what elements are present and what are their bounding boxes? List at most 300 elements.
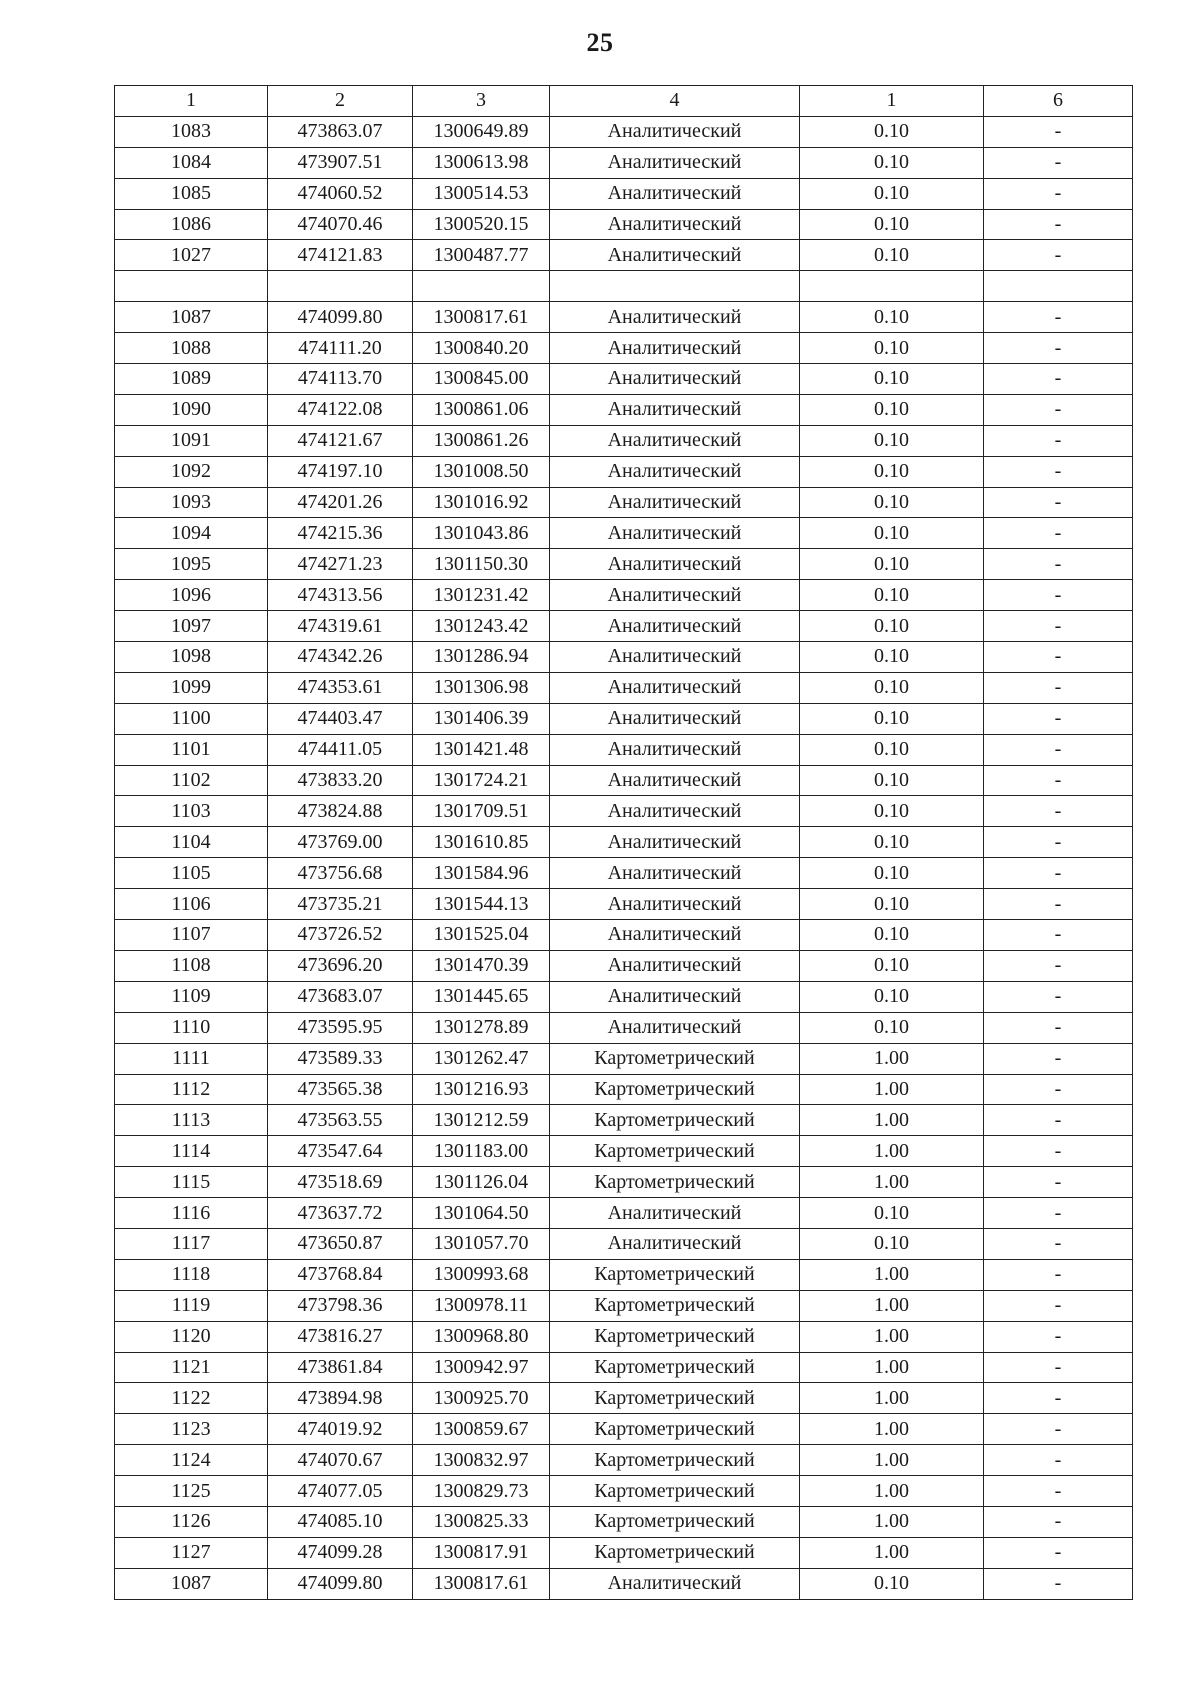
accuracy-cell [800, 271, 984, 302]
method-cell: Картометрический [550, 1445, 800, 1476]
method-cell: Аналитический [550, 425, 800, 456]
note-cell: - [984, 425, 1133, 456]
y-coordinate-cell: 1301709.51 [413, 796, 550, 827]
y-coordinate-cell: 1300825.33 [413, 1506, 550, 1537]
x-coordinate-cell: 474070.46 [268, 209, 413, 240]
note-cell: - [984, 642, 1133, 673]
accuracy-cell: 0.10 [800, 889, 984, 920]
x-coordinate-cell: 474077.05 [268, 1476, 413, 1507]
note-cell: - [984, 1537, 1133, 1568]
table-row [115, 1383, 1133, 1414]
method-cell: Аналитический [550, 333, 800, 364]
note-cell: - [984, 364, 1133, 395]
accuracy-cell: 0.10 [800, 456, 984, 487]
y-coordinate-cell: 1301525.04 [413, 920, 550, 951]
accuracy-cell: 1.00 [800, 1352, 984, 1383]
accuracy-cell: 0.10 [800, 796, 984, 827]
accuracy-cell: 0.10 [800, 1228, 984, 1259]
method-cell: Аналитический [550, 116, 800, 147]
note-cell: - [984, 487, 1133, 518]
x-coordinate-cell: 474215.36 [268, 518, 413, 549]
accuracy-cell: 0.10 [800, 302, 984, 333]
note-cell: - [984, 456, 1133, 487]
point-number-cell: 1109 [115, 981, 268, 1012]
method-cell: Аналитический [550, 178, 800, 209]
point-number-cell: 1086 [115, 209, 268, 240]
method-cell: Аналитический [550, 672, 800, 703]
x-coordinate-cell: 473726.52 [268, 920, 413, 951]
method-cell: Аналитический [550, 394, 800, 425]
y-coordinate-cell: 1301445.65 [413, 981, 550, 1012]
x-coordinate-cell: 473863.07 [268, 116, 413, 147]
table-row [115, 456, 1133, 487]
accuracy-cell: 0.10 [800, 240, 984, 271]
coordinates-table [114, 85, 1133, 1600]
method-cell: Аналитический [550, 518, 800, 549]
point-number-cell: 1111 [115, 1043, 268, 1074]
point-number-cell: 1094 [115, 518, 268, 549]
method-cell: Аналитический [550, 827, 800, 858]
x-coordinate-cell: 473894.98 [268, 1383, 413, 1414]
x-coordinate-cell: 474121.67 [268, 425, 413, 456]
method-cell: Аналитический [550, 487, 800, 518]
y-coordinate-cell: 1301243.42 [413, 611, 550, 642]
accuracy-cell: 1.00 [800, 1259, 984, 1290]
note-cell: - [984, 1321, 1133, 1352]
note-cell: - [984, 1136, 1133, 1167]
table-row [115, 889, 1133, 920]
accuracy-cell: 0.10 [800, 765, 984, 796]
y-coordinate-cell: 1301150.30 [413, 549, 550, 580]
y-coordinate-cell: 1300859.67 [413, 1414, 550, 1445]
point-number-cell: 1096 [115, 580, 268, 611]
method-cell: Картометрический [550, 1290, 800, 1321]
note-cell: - [984, 950, 1133, 981]
note-cell: - [984, 1043, 1133, 1074]
x-coordinate-cell: 474411.05 [268, 734, 413, 765]
y-coordinate-cell: 1301212.59 [413, 1105, 550, 1136]
method-cell: Картометрический [550, 1321, 800, 1352]
table-row [115, 549, 1133, 580]
method-cell: Аналитический [550, 147, 800, 178]
accuracy-cell: 0.10 [800, 734, 984, 765]
accuracy-cell: 0.10 [800, 580, 984, 611]
point-number-cell: 1095 [115, 549, 268, 580]
note-cell: - [984, 333, 1133, 364]
x-coordinate-cell: 473756.68 [268, 858, 413, 889]
note-cell: - [984, 734, 1133, 765]
table-row [115, 1105, 1133, 1136]
method-cell: Аналитический [550, 580, 800, 611]
x-coordinate-cell: 473735.21 [268, 889, 413, 920]
x-coordinate-cell: 474085.10 [268, 1506, 413, 1537]
point-number-cell: 1108 [115, 950, 268, 981]
x-coordinate-cell: 474099.80 [268, 1568, 413, 1599]
method-cell: Аналитический [550, 240, 800, 271]
table-row [115, 518, 1133, 549]
x-coordinate-cell: 473589.33 [268, 1043, 413, 1074]
method-cell: Аналитический [550, 302, 800, 333]
method-cell: Аналитический [550, 858, 800, 889]
note-cell: - [984, 1228, 1133, 1259]
table-row [115, 394, 1133, 425]
method-cell: Картометрический [550, 1259, 800, 1290]
method-cell: Аналитический [550, 703, 800, 734]
table-row [115, 1136, 1133, 1167]
table-row [115, 487, 1133, 518]
method-cell: Картометрический [550, 1074, 800, 1105]
x-coordinate-cell: 473650.87 [268, 1228, 413, 1259]
table-row [115, 302, 1133, 333]
y-coordinate-cell: 1301306.98 [413, 672, 550, 703]
method-cell: Аналитический [550, 765, 800, 796]
y-coordinate-cell: 1300817.91 [413, 1537, 550, 1568]
x-coordinate-cell: 473595.95 [268, 1012, 413, 1043]
x-coordinate-cell: 474403.47 [268, 703, 413, 734]
x-coordinate-cell: 473637.72 [268, 1198, 413, 1229]
x-coordinate-cell: 474019.92 [268, 1414, 413, 1445]
y-coordinate-cell: 1301216.93 [413, 1074, 550, 1105]
accuracy-cell: 0.10 [800, 1012, 984, 1043]
y-coordinate-cell: 1301262.47 [413, 1043, 550, 1074]
x-coordinate-cell: 473907.51 [268, 147, 413, 178]
x-coordinate-cell [268, 271, 413, 302]
point-number-cell: 1097 [115, 611, 268, 642]
accuracy-cell: 0.10 [800, 858, 984, 889]
method-cell: Картометрический [550, 1506, 800, 1537]
note-cell: - [984, 889, 1133, 920]
note-cell: - [984, 611, 1133, 642]
x-coordinate-cell: 474319.61 [268, 611, 413, 642]
y-coordinate-cell: 1301470.39 [413, 950, 550, 981]
accuracy-cell: 1.00 [800, 1383, 984, 1414]
method-cell: Аналитический [550, 456, 800, 487]
table-row [115, 920, 1133, 951]
x-coordinate-cell: 474271.23 [268, 549, 413, 580]
note-cell: - [984, 302, 1133, 333]
method-cell: Аналитический [550, 549, 800, 580]
method-cell: Аналитический [550, 1568, 800, 1599]
x-coordinate-cell: 474099.80 [268, 302, 413, 333]
note-cell: - [984, 178, 1133, 209]
point-number-cell: 1112 [115, 1074, 268, 1105]
table-row [115, 1167, 1133, 1198]
note-cell: - [984, 672, 1133, 703]
accuracy-cell: 1.00 [800, 1167, 984, 1198]
table-row [115, 1198, 1133, 1229]
x-coordinate-cell: 474342.26 [268, 642, 413, 673]
table-body [115, 116, 1133, 1599]
y-coordinate-cell: 1300840.20 [413, 333, 550, 364]
x-coordinate-cell: 473768.84 [268, 1259, 413, 1290]
y-coordinate-cell: 1300845.00 [413, 364, 550, 395]
point-number-cell: 1116 [115, 1198, 268, 1229]
note-cell: - [984, 1290, 1133, 1321]
accuracy-cell: 0.10 [800, 549, 984, 580]
x-coordinate-cell: 473547.64 [268, 1136, 413, 1167]
table-row [115, 1228, 1133, 1259]
accuracy-cell: 1.00 [800, 1506, 984, 1537]
note-cell: - [984, 981, 1133, 1012]
y-coordinate-cell: 1300487.77 [413, 240, 550, 271]
note-cell: - [984, 209, 1133, 240]
y-coordinate-cell: 1301126.04 [413, 1167, 550, 1198]
table-row [115, 765, 1133, 796]
table-row [115, 147, 1133, 178]
method-cell: Аналитический [550, 796, 800, 827]
table-row [115, 827, 1133, 858]
accuracy-cell: 0.10 [800, 487, 984, 518]
accuracy-cell: 1.00 [800, 1476, 984, 1507]
table-row [115, 364, 1133, 395]
point-number-cell: 1105 [115, 858, 268, 889]
note-cell: - [984, 1568, 1133, 1599]
accuracy-cell: 1.00 [800, 1321, 984, 1352]
column-header-1: 1 [115, 86, 268, 117]
accuracy-cell: 1.00 [800, 1105, 984, 1136]
table-row [115, 1445, 1133, 1476]
accuracy-cell: 0.10 [800, 950, 984, 981]
accuracy-cell: 1.00 [800, 1445, 984, 1476]
accuracy-cell: 0.10 [800, 981, 984, 1012]
table-row [115, 1074, 1133, 1105]
point-number-cell: 1087 [115, 302, 268, 333]
y-coordinate-cell: 1301584.96 [413, 858, 550, 889]
point-number-cell: 1122 [115, 1383, 268, 1414]
table-row [115, 1506, 1133, 1537]
accuracy-cell: 1.00 [800, 1136, 984, 1167]
accuracy-cell: 0.10 [800, 116, 984, 147]
method-cell [550, 271, 800, 302]
table-row [115, 1259, 1133, 1290]
point-number-cell: 1118 [115, 1259, 268, 1290]
table-row [115, 1414, 1133, 1445]
method-cell: Картометрический [550, 1352, 800, 1383]
table-row [115, 209, 1133, 240]
point-number-cell: 1126 [115, 1506, 268, 1537]
point-number-cell: 1125 [115, 1476, 268, 1507]
table-row [115, 333, 1133, 364]
y-coordinate-cell: 1301421.48 [413, 734, 550, 765]
column-header-2: 2 [268, 86, 413, 117]
method-cell: Картометрический [550, 1383, 800, 1414]
y-coordinate-cell: 1301724.21 [413, 765, 550, 796]
accuracy-cell: 0.10 [800, 147, 984, 178]
method-cell: Картометрический [550, 1105, 800, 1136]
point-number-cell: 1101 [115, 734, 268, 765]
y-coordinate-cell: 1300649.89 [413, 116, 550, 147]
point-number-cell: 1088 [115, 333, 268, 364]
x-coordinate-cell: 474113.70 [268, 364, 413, 395]
method-cell: Картометрический [550, 1136, 800, 1167]
point-number-cell: 1092 [115, 456, 268, 487]
method-cell: Картометрический [550, 1043, 800, 1074]
column-header-6: 6 [984, 86, 1133, 117]
y-coordinate-cell: 1300817.61 [413, 302, 550, 333]
method-cell: Аналитический [550, 611, 800, 642]
x-coordinate-cell: 474060.52 [268, 178, 413, 209]
table-row [115, 981, 1133, 1012]
table-row [115, 1476, 1133, 1507]
accuracy-cell: 0.10 [800, 178, 984, 209]
x-coordinate-cell: 473833.20 [268, 765, 413, 796]
note-cell [984, 271, 1133, 302]
point-number-cell: 1084 [115, 147, 268, 178]
method-cell: Аналитический [550, 1012, 800, 1043]
table-row [115, 642, 1133, 673]
x-coordinate-cell: 474070.67 [268, 1445, 413, 1476]
x-coordinate-cell: 473565.38 [268, 1074, 413, 1105]
table-row [115, 1568, 1133, 1599]
y-coordinate-cell: 1301008.50 [413, 456, 550, 487]
method-cell: Аналитический [550, 364, 800, 395]
table-row [115, 271, 1133, 302]
point-number-cell: 1098 [115, 642, 268, 673]
y-coordinate-cell: 1300925.70 [413, 1383, 550, 1414]
x-coordinate-cell: 473769.00 [268, 827, 413, 858]
method-cell: Аналитический [550, 209, 800, 240]
accuracy-cell: 1.00 [800, 1074, 984, 1105]
note-cell: - [984, 1506, 1133, 1537]
table-row [115, 611, 1133, 642]
point-number-cell: 1103 [115, 796, 268, 827]
point-number-cell: 1104 [115, 827, 268, 858]
point-number-cell [115, 271, 268, 302]
x-coordinate-cell: 474111.20 [268, 333, 413, 364]
point-number-cell: 1102 [115, 765, 268, 796]
note-cell: - [984, 1012, 1133, 1043]
point-number-cell: 1083 [115, 116, 268, 147]
note-cell: - [984, 1445, 1133, 1476]
y-coordinate-cell: 1301406.39 [413, 703, 550, 734]
y-coordinate-cell: 1301544.13 [413, 889, 550, 920]
x-coordinate-cell: 473816.27 [268, 1321, 413, 1352]
point-number-cell: 1121 [115, 1352, 268, 1383]
accuracy-cell: 0.10 [800, 920, 984, 951]
y-coordinate-cell: 1300832.97 [413, 1445, 550, 1476]
accuracy-cell: 0.10 [800, 364, 984, 395]
accuracy-cell: 1.00 [800, 1290, 984, 1321]
table-row [115, 580, 1133, 611]
y-coordinate-cell: 1300520.15 [413, 209, 550, 240]
method-cell: Картометрический [550, 1167, 800, 1198]
note-cell: - [984, 116, 1133, 147]
table-header-row [115, 86, 1133, 117]
column-header-4: 4 [550, 86, 800, 117]
x-coordinate-cell: 473518.69 [268, 1167, 413, 1198]
note-cell: - [984, 147, 1133, 178]
y-coordinate-cell: 1301286.94 [413, 642, 550, 673]
table-row [115, 425, 1133, 456]
x-coordinate-cell: 474201.26 [268, 487, 413, 518]
x-coordinate-cell: 473563.55 [268, 1105, 413, 1136]
point-number-cell: 1090 [115, 394, 268, 425]
note-cell: - [984, 580, 1133, 611]
table-row [115, 1012, 1133, 1043]
table-row [115, 116, 1133, 147]
x-coordinate-cell: 474122.08 [268, 394, 413, 425]
accuracy-cell: 1.00 [800, 1043, 984, 1074]
accuracy-cell: 1.00 [800, 1537, 984, 1568]
table-row [115, 950, 1133, 981]
point-number-cell: 1120 [115, 1321, 268, 1352]
point-number-cell: 1091 [115, 425, 268, 456]
note-cell: - [984, 1476, 1133, 1507]
accuracy-cell: 0.10 [800, 611, 984, 642]
accuracy-cell: 0.10 [800, 518, 984, 549]
point-number-cell: 1124 [115, 1445, 268, 1476]
accuracy-cell: 1.00 [800, 1414, 984, 1445]
accuracy-cell: 0.10 [800, 642, 984, 673]
note-cell: - [984, 1259, 1133, 1290]
y-coordinate-cell: 1301610.85 [413, 827, 550, 858]
y-coordinate-cell: 1301064.50 [413, 1198, 550, 1229]
y-coordinate-cell: 1300829.73 [413, 1476, 550, 1507]
point-number-cell: 1119 [115, 1290, 268, 1321]
column-header-5: 1 [800, 86, 984, 117]
point-number-cell: 1117 [115, 1228, 268, 1259]
point-number-cell: 1123 [115, 1414, 268, 1445]
y-coordinate-cell: 1300514.53 [413, 178, 550, 209]
table-row [115, 240, 1133, 271]
column-header-3: 3 [413, 86, 550, 117]
y-coordinate-cell: 1301016.92 [413, 487, 550, 518]
method-cell: Картометрический [550, 1414, 800, 1445]
point-number-cell: 1093 [115, 487, 268, 518]
note-cell: - [984, 1352, 1133, 1383]
accuracy-cell: 0.10 [800, 703, 984, 734]
x-coordinate-cell: 473861.84 [268, 1352, 413, 1383]
y-coordinate-cell: 1301278.89 [413, 1012, 550, 1043]
x-coordinate-cell: 473696.20 [268, 950, 413, 981]
note-cell: - [984, 240, 1133, 271]
note-cell: - [984, 1414, 1133, 1445]
point-number-cell: 1114 [115, 1136, 268, 1167]
point-number-cell: 1107 [115, 920, 268, 951]
table-row [115, 178, 1133, 209]
point-number-cell: 1099 [115, 672, 268, 703]
note-cell: - [984, 1198, 1133, 1229]
table-row [115, 1321, 1133, 1352]
table-row [115, 734, 1133, 765]
x-coordinate-cell: 474121.83 [268, 240, 413, 271]
y-coordinate-cell: 1301043.86 [413, 518, 550, 549]
point-number-cell: 1106 [115, 889, 268, 920]
table-row [115, 1352, 1133, 1383]
method-cell: Аналитический [550, 1228, 800, 1259]
accuracy-cell: 0.10 [800, 827, 984, 858]
y-coordinate-cell: 1300968.80 [413, 1321, 550, 1352]
note-cell: - [984, 394, 1133, 425]
table-row [115, 1043, 1133, 1074]
method-cell: Аналитический [550, 642, 800, 673]
y-coordinate-cell: 1301183.00 [413, 1136, 550, 1167]
y-coordinate-cell: 1301057.70 [413, 1228, 550, 1259]
x-coordinate-cell: 474099.28 [268, 1537, 413, 1568]
x-coordinate-cell: 473683.07 [268, 981, 413, 1012]
x-coordinate-cell: 474197.10 [268, 456, 413, 487]
accuracy-cell: 0.10 [800, 1568, 984, 1599]
method-cell: Картометрический [550, 1537, 800, 1568]
page-number: 25 [586, 28, 614, 57]
note-cell: - [984, 858, 1133, 889]
y-coordinate-cell: 1301231.42 [413, 580, 550, 611]
method-cell: Аналитический [550, 981, 800, 1012]
note-cell: - [984, 549, 1133, 580]
accuracy-cell: 0.10 [800, 209, 984, 240]
note-cell: - [984, 765, 1133, 796]
point-number-cell: 1127 [115, 1537, 268, 1568]
